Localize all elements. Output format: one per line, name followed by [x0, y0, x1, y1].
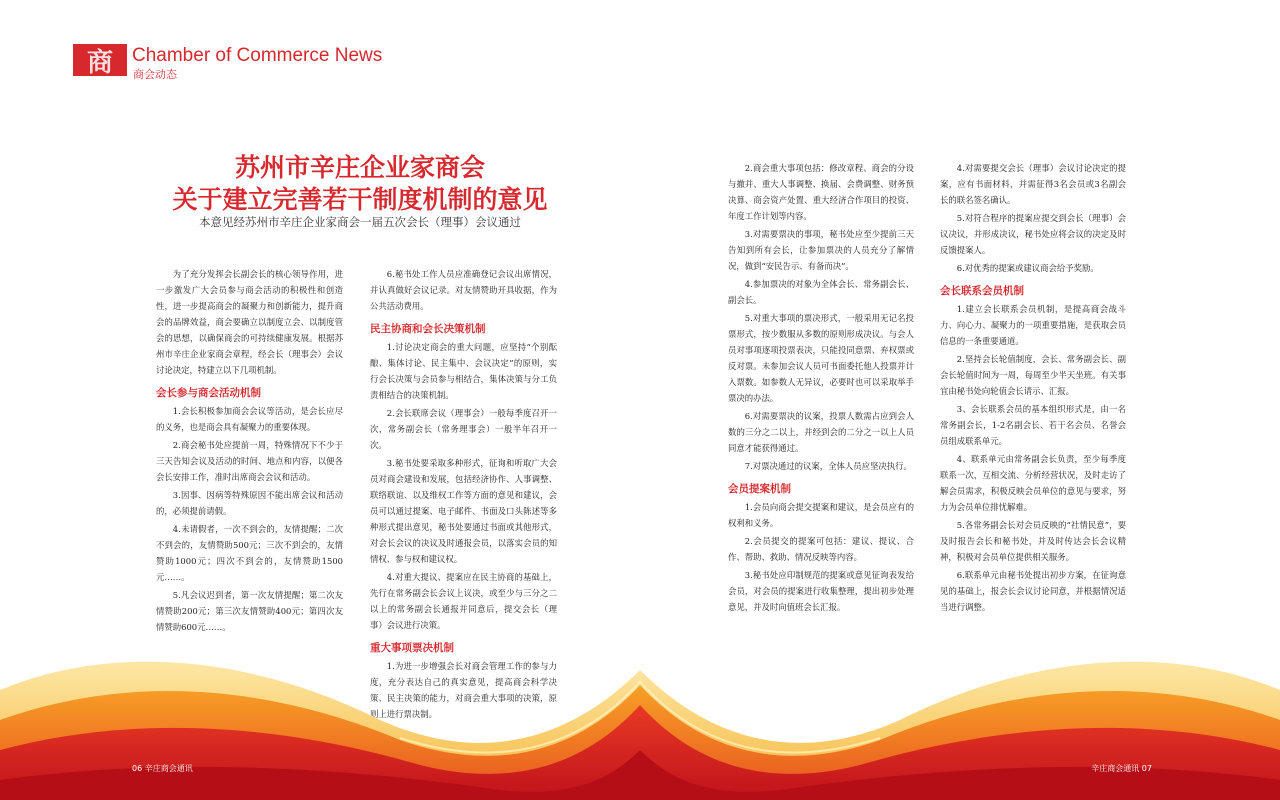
paragraph: 3.对需要票决的事项，秘书处应至少提前三天告知到所有会长，让参加票决的人员充分了解情况，做到“安民告示、有备而决”。 [728, 229, 914, 271]
paragraph: 4、联系单元由常务副会长负责，至少每季度联系一次，互相交流、分析经营状况，及时走访了解会员需求，积极反映会员单位的意见与要求，努力为会员单位排忧解难。 [940, 454, 1126, 512]
decorative-wave-banner [0, 630, 1280, 800]
paragraph: 3.因事、因病等特殊原因不能出席会议和活动的，必须提前请假。 [156, 490, 343, 516]
paragraph: 3、会长联系会员的基本组织形式是，由一名常务副会长，1-2名副会长、若干名会员、名誉会员组成联系单元。 [940, 404, 1126, 446]
article-subtitle: 本意见经苏州市辛庄企业家商会一届五次会长（理事）会议通过 [199, 215, 521, 229]
paragraph: 6.秘书处工作人员应准确登记会议出席情况，并认真做好会议记录。对友情赞助开具收据，作为公共活动费用。 [370, 269, 557, 311]
section-heading: 民主协商和会长决策机制 [370, 323, 486, 335]
paragraph: 2.会长联席会议（理事会）一般每季度召开一次，常务副会长（常务理事会）一般半年召开一次。 [370, 408, 557, 450]
paragraph: 4.对重大提议、提案应在民主协商的基础上，先行在常务副会长会议上议决，或至少与三分之二以上的常务副会长通报并同意后，提交会长（理事）会议进行决策。 [370, 572, 557, 630]
paragraph: 5.凡会议迟到者，第一次友情提醒；第二次友情赞助200元；第三次友情赞助400元；第四次友情赞助600元……。 [156, 590, 343, 632]
text-column-3 [728, 160, 914, 617]
paragraph: 2.商会重大事项包括：修改章程、商会的分设与撤并、重大人事调整、换届、会费调整、财务预决算、商会资产处置、重大经济合作项目的投资、年度工作计划等内容。 [728, 163, 914, 221]
paragraph: 7.对票决通过的议案，全体人员应坚决执行。 [744, 461, 912, 471]
article-title-line2: 关于建立完善若干制度机制的意见 [172, 185, 548, 214]
article-title-line1: 苏州市辛庄企业家商会 [234, 153, 485, 182]
text-column-1 [156, 266, 343, 637]
section-heading: 会员提案机制 [728, 483, 791, 495]
paragraph: 5.对重大事项的票决形式，一般采用无记名投票形式，按少数服从多数的原则形成决议。与会人员对事项逐项投票表决，只能投同意票、弃权票或反对票。未参加会议人员可书面委托他人投票并计入票数。如参数人无异议，必要时也可以采取举手票决的办法。 [728, 313, 914, 403]
text-column-4 [940, 160, 1126, 617]
footer-right-page: 辛庄商会通讯 07 [1091, 764, 1152, 773]
section-heading: 重大事项票决机制 [370, 642, 454, 654]
paragraph: 3.秘书处应印制规范的提案或意见征询表发给会员，对会员的提案进行收集整理，提出初步处理意见，并及时向值班会长汇报。 [728, 570, 914, 612]
paragraph: 6.对需要票决的议案，投票人数需占应到会人数的三分之二以上，并经到会的二分之一以上人员同意才能获得通过。 [728, 411, 914, 453]
footer-left-page: 06 辛庄商会通讯 [132, 764, 193, 773]
paragraph: 3.秘书处要采取多种形式，征询和听取广大会员对商会建设和发展，包括经济协作、人事调整、联络联谊、以及维权工作等方面的意见和建议，会员可以通过提案、电子邮件、书面及口头陈述等多种形式提出意见，秘书处要通过书面或其他形式，对会长会议的决议及时通报会员，以落实会员的知情权、参与权和建议权。 [370, 458, 557, 564]
paragraph: 5.对符合程序的提案应提交到会长（理事）会议决议，并形成决议，秘书处应将会议的决定及时反馈提案人。 [940, 213, 1126, 255]
logo-char: 商 [86, 47, 113, 78]
paragraph: 4.对需要提交会长（理事）会议讨论决定的提案，应有书面材料，并需征得3名会员或3名副会长的联名签名确认。 [940, 163, 1126, 205]
paragraph: 6.联系单元由秘书处提出初步方案，在征询意见的基础上，报会长会议讨论同意，并根据情况适当进行调整。 [940, 570, 1126, 612]
intro-paragraph: 为了充分发挥会长副会长的核心领导作用，进一步激发广大会员参与商会活动的积极性和创造性，进一步提高商会的凝聚力和创新能力，提升商会的品牌效益，商会要确立以制度立会、以制度管会的思想，以确保商会的可持续健康发展。根据苏州市辛庄企业家商会章程，经会长（理事会）会议讨论决定，特建立以下几项机制。 [156, 269, 343, 375]
section-heading: 会长联系会员机制 [940, 285, 1024, 297]
paragraph: 2.坚持会长轮值制度，会长、常务副会长、副会长轮值时间为一周，每周至少半天坐班。有关事宜由秘书处向轮值会长请示、汇报。 [940, 354, 1126, 396]
paragraph: 5.各常务副会长对会员反映的“社情民意”，要及时报告会长和秘书处，并及时传达会长会议精神，积极对会员单位提供相关服务。 [940, 520, 1126, 562]
section-heading: 会长参与商会活动机制 [156, 387, 261, 399]
paragraph: 1.会长积极参加商会会议等活动，是会长应尽的义务，也是商会具有凝聚力的重要体现。 [156, 406, 343, 432]
paragraph: 4.参加票决的对象为全体会长、常务副会长、副会长。 [728, 279, 914, 305]
paragraph: 2.商会秘书处应提前一周，特殊情况下不少于三天告知会议及活动的时间、地点和内容，以便各会长安排工作，准时出席商会会议和活动。 [156, 440, 343, 482]
header-title: Chamber of Commerce News [132, 45, 383, 66]
header-logo [73, 44, 127, 76]
paragraph: 2.会员提交的提案可包括：建议、提议、合作、帮助、救助、情况反映等内容。 [728, 536, 914, 562]
paragraph: 1.会员向商会提交提案和建议，是会员应有的权利和义务。 [728, 502, 914, 528]
paragraph: 6.对优秀的提案或建议商会给予奖励。 [956, 263, 1099, 273]
paragraph: 4.未请假者，一次不到会的，友情提醒；二次不到会的，友情赞助500元；三次不到会的，友情赞助1000元；四次不到会的，友情赞助1500元……。 [156, 524, 343, 582]
paragraph: 1.建立会长联系会员机制，是提高商会战斗力、向心力、凝聚力的一项重要措施，是获取会员信息的一条重要通道。 [940, 304, 1126, 346]
paragraph: 1.为进一步增强会长对商会管理工作的参与力度，充分表达自己的真实意见，提高商会科学决策、民主决策的能力，对商会重大事项的决策，原则上进行票决制。 [370, 661, 557, 719]
paragraph: 1.讨论决定商会的重大问题，应坚持“个别酝酿、集体讨论、民主集中、会议决定”的原则，实行会长决策与会员参与相结合，集体决策与分工负责相结合的决策机制。 [370, 342, 557, 400]
header-subtitle: 商会动态 [133, 68, 177, 81]
